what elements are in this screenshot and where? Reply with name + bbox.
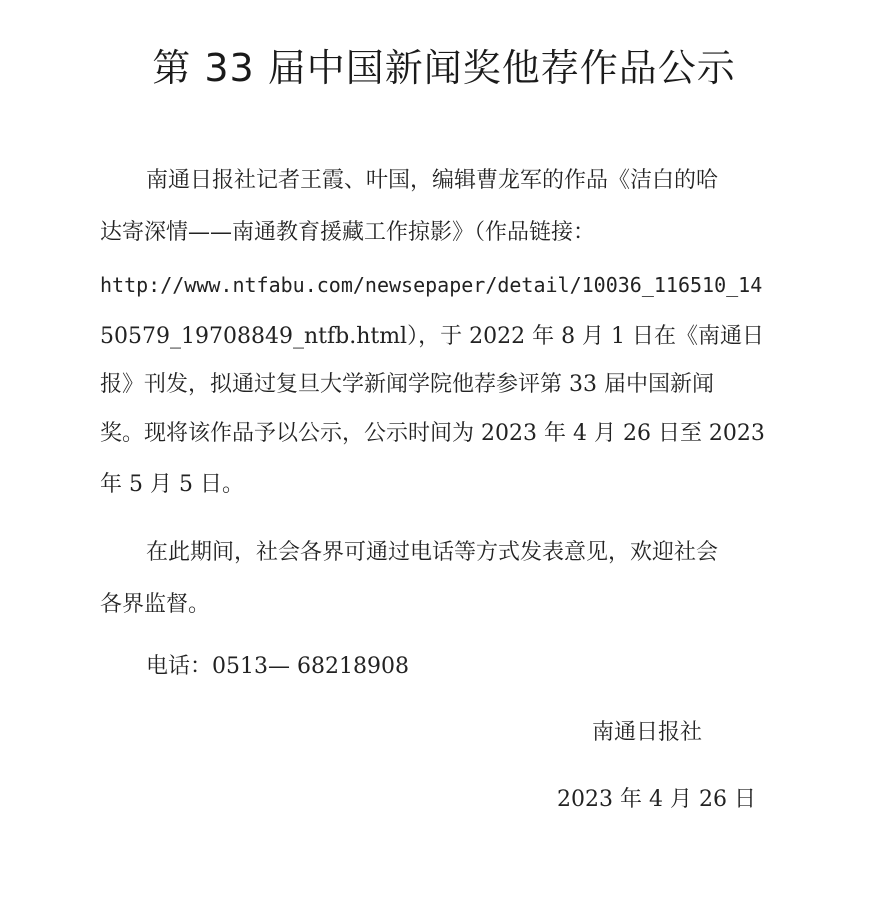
signature-organization: 南通日报社 — [592, 720, 703, 745]
paragraph1-line-6: 奖。现将该作品予以公示，公示时间为 2023 年 4 月 26 日至 2023 — [100, 421, 765, 446]
notice-title: 第 33 届中国新闻奖他荐作品公示 — [152, 46, 736, 90]
paragraph1-line-5: 报》刊发，拟通过复旦大学新闻学院他荐参评第 33 届中国新闻 — [100, 372, 714, 397]
paragraph1-line-7: 年 5 月 5 日。 — [100, 472, 244, 497]
paragraph1-line-3-url: http://www.ntfabu.com/newsepaper/detail/10036_116510_14 — [100, 273, 763, 297]
phone-line: 电话：0513— 68218908 — [146, 654, 409, 679]
paragraph2-line-2: 各界监督。 — [100, 592, 211, 617]
paragraph1-line-1: 南通日报社记者王霞、叶国，编辑曹龙军的作品《洁白的哈 — [146, 168, 719, 193]
paragraph1-line-2: 达寄深情——南通教育援藏工作掠影》（作品链接： — [100, 220, 596, 245]
signature-date: 2023 年 4 月 26 日 — [557, 787, 756, 812]
paragraph2-line-1: 在此期间，社会各界可通过电话等方式发表意见，欢迎社会 — [146, 540, 719, 565]
paragraph1-line-4: 50579_19708849_ntfb.html），于 2022 年 8 月 1 日在《南通日 — [100, 324, 765, 349]
